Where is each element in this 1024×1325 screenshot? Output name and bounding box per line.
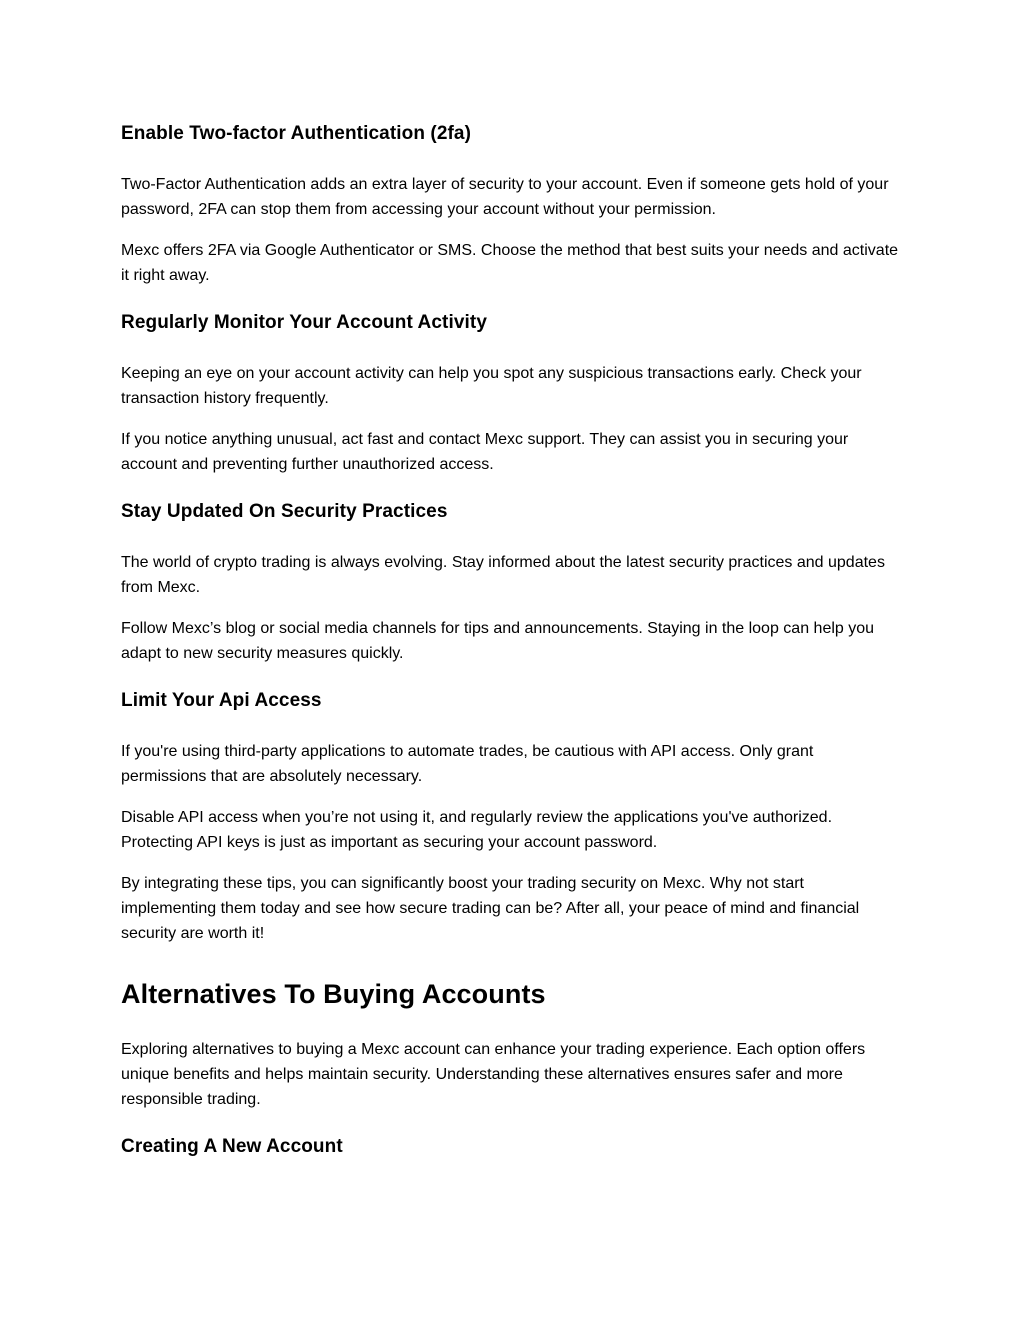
paragraph-exploring-alternatives: Exploring alternatives to buying a Mexc account can enhance your trading experience. Each option offers unique benefits and helps maintain security. Understanding these alternatives ensures safer and more responsible trading.	[121, 1041, 866, 1108]
paragraph-api-caution: If you're using third-party applications to automate trades, be cautious with API access. Only grant permissions that are absolutely necessary.	[121, 743, 814, 785]
paragraph-disable-api: Disable API access when you’re not using it, and regularly review the applications you've authorized. Protecting API keys is just as important as securing your account password.	[121, 809, 833, 851]
heading-stay-updated-security-practices: Stay Updated On Security Practices	[121, 501, 448, 522]
paragraph-integrating-tips: By integrating these tips, you can significantly boost your trading security on Mexc. Why not start implementing them today and see how secure trading can be? After all, your peace of mind and financial security are worth it!	[121, 875, 860, 942]
heading-enable-two-factor-authentication: Enable Two-factor Authentication (2fa)	[121, 123, 472, 144]
paragraph-monitor-activity: Keeping an eye on your account activity can help you spot any suspicious transactions early. Check your transaction history frequently.	[121, 365, 862, 407]
paragraph-crypto-evolving: The world of crypto trading is always evolving. Stay informed about the latest security practices and updates from Mexc.	[121, 554, 885, 596]
paragraph-2fa-extra-layer: Two-Factor Authentication adds an extra layer of security to your account. Even if someone gets hold of your password, 2FA can stop them from accessing your account without your permission.	[121, 176, 889, 218]
paragraph-2fa-methods: Mexc offers 2FA via Google Authenticator or SMS. Choose the method that best suits your needs and activate it right away.	[121, 242, 899, 284]
heading-regularly-monitor-account-activity: Regularly Monitor Your Account Activity	[121, 312, 487, 333]
heading-alternatives-to-buying-accounts: Alternatives To Buying Accounts	[121, 979, 546, 1009]
paragraph-follow-blog: Follow Mexc’s blog or social media channels for tips and announcements. Staying in the loop can help you adapt to new security measures quickly.	[121, 620, 875, 662]
heading-limit-api-access: Limit Your Api Access	[121, 690, 322, 711]
paragraph-contact-support: If you notice anything unusual, act fast and contact Mexc support. They can assist you in securing your account and preventing further unauthorized access.	[121, 431, 849, 473]
heading-creating-new-account: Creating A New Account	[121, 1136, 343, 1157]
